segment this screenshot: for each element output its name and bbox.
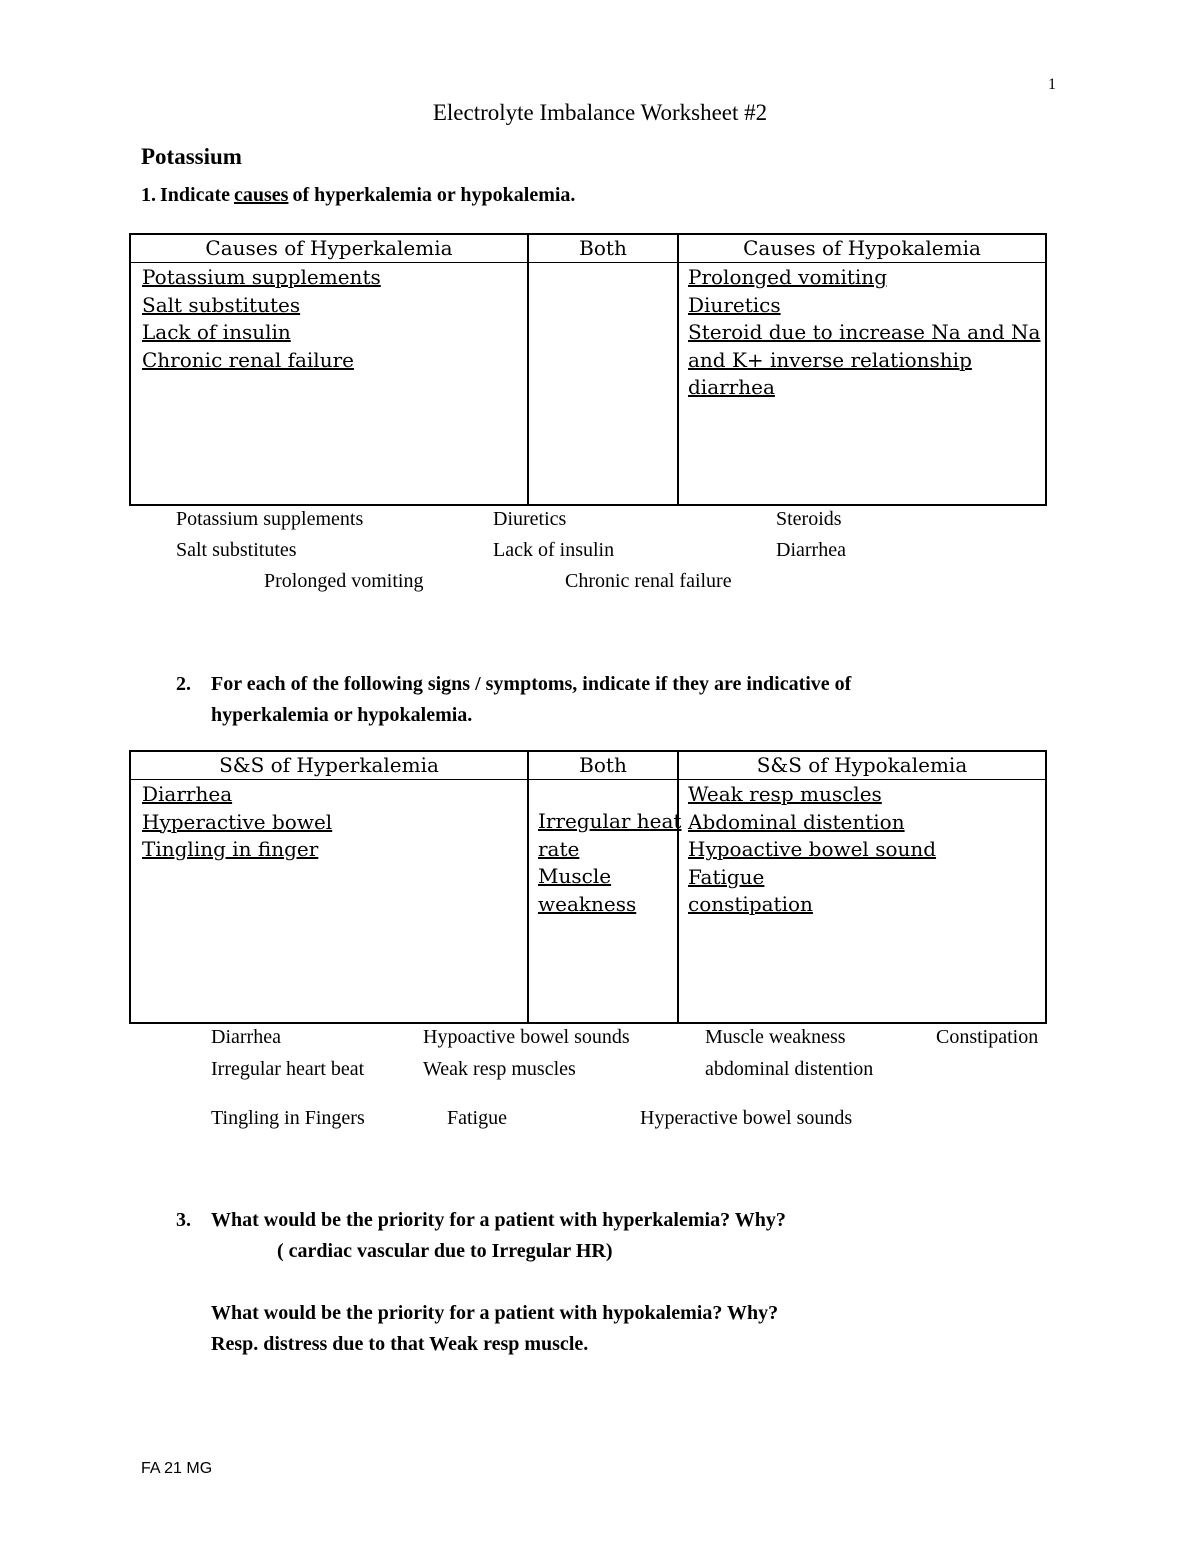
causes-hypo-cell <box>688 264 1040 402</box>
answer-item: weakness <box>538 891 637 916</box>
symptoms-table <box>129 750 1047 1024</box>
header-both: Both <box>579 753 627 777</box>
header-ss-hyper: S&S of Hyperkalemia <box>219 753 439 777</box>
answer-3-hyper: ( cardiac vascular due to Irregular HR) <box>277 1240 613 1262</box>
question-1-text-underlined: causes <box>234 184 289 206</box>
causes-hyper-cell <box>142 264 381 374</box>
word-bank-item: Fatigue <box>447 1107 507 1129</box>
question-3-hyper: What would be the priority for a patient with hyperkalemia? Why? <box>211 1209 786 1231</box>
ss-both-cell <box>538 808 681 918</box>
question-2-number: 2. <box>176 673 191 695</box>
column-divider <box>527 235 529 504</box>
word-bank-item: Diarrhea <box>211 1026 281 1048</box>
answer-item: Prolonged vomiting <box>688 265 887 289</box>
word-bank-item: Hyperactive bowel sounds <box>640 1107 853 1129</box>
word-bank-item: Steroids <box>776 508 842 530</box>
answer-item: Diarrhea <box>142 782 233 806</box>
answer-item: diarrhea <box>688 375 775 399</box>
header-causes-hyper: Causes of Hyperkalemia <box>205 236 453 260</box>
answer-item: rate <box>538 836 580 861</box>
page-footer: FA 21 MG <box>141 1460 213 1477</box>
word-bank-item: Hypoactive bowel sounds <box>423 1026 630 1048</box>
answer-item: Diuretics <box>688 292 781 317</box>
answer-item: Hyperactive bowel <box>142 809 333 834</box>
answer-item: Potassium supplements <box>142 265 381 289</box>
answer-item: Tingling in finger <box>142 837 319 861</box>
answer-item: Hypoactive bowel sound <box>688 837 937 861</box>
word-bank-item: Salt substitutes <box>176 539 297 561</box>
ss-hyper-cell <box>142 781 332 864</box>
word-bank-item: Diuretics <box>493 508 567 530</box>
word-bank-item: Tingling in Fingers <box>211 1107 365 1129</box>
question-1 <box>141 184 575 207</box>
word-bank-item: Chronic renal failure <box>565 570 732 592</box>
word-bank-item: Irregular heart beat <box>211 1058 365 1080</box>
section-heading: Potassium <box>141 144 242 169</box>
word-bank-item: Diarrhea <box>776 539 846 561</box>
question-3-hypo: What would be the priority for a patient with hypokalemia? Why? <box>211 1302 779 1324</box>
header-ss-hypo: S&S of Hypokalemia <box>756 753 968 777</box>
answer-item: Chronic renal failure <box>142 347 354 372</box>
answer-item: Weak resp muscles <box>688 782 882 806</box>
header-both: Both <box>579 236 627 260</box>
ss-hypo-cell <box>688 781 936 919</box>
word-bank-item: Muscle weakness <box>705 1026 846 1048</box>
answer-item: Fatigue <box>688 864 765 889</box>
word-bank-item: Potassium supplements <box>176 508 364 530</box>
question-1-number: 1. <box>141 184 156 206</box>
answer-item: constipation <box>688 892 813 916</box>
question-1-text-pre: Indicate <box>160 184 230 206</box>
answer-item: Salt substitutes <box>142 292 301 317</box>
header-causes-hypo: Causes of Hypokalemia <box>743 236 981 260</box>
column-divider <box>527 752 529 1022</box>
answer-item: Abdominal distention <box>688 809 905 834</box>
answer-item: Irregular heat <box>538 809 682 833</box>
page-title: Electrolyte Imbalance Worksheet #2 <box>432 100 768 125</box>
word-bank-item: abdominal distention <box>705 1058 874 1080</box>
answer-item: Steroid due to increase Na and Na <box>688 320 1041 344</box>
question-2-line-1: For each of the following signs / symptoms, indicate if they are indicative of <box>211 673 852 695</box>
answer-item: and K+ inverse relationship <box>688 347 972 372</box>
causes-table <box>129 233 1047 506</box>
question-2-line-2: hyperkalemia or hypokalemia. <box>211 704 473 726</box>
answer-item: Muscle <box>538 864 612 888</box>
word-bank-item: Weak resp muscles <box>423 1058 576 1080</box>
question-1-text-post: of hyperkalemia or hypokalemia. <box>292 184 576 206</box>
question-3-number: 3. <box>176 1209 191 1231</box>
column-divider <box>677 235 679 504</box>
answer-item: Lack of insulin <box>142 320 291 344</box>
answer-3-hypo: Resp. distress due to that Weak resp muscle. <box>211 1333 589 1355</box>
word-bank-item: Lack of insulin <box>493 539 615 561</box>
page-number: 1 <box>1048 76 1056 93</box>
word-bank-item: Constipation <box>936 1026 1039 1048</box>
word-bank-item: Prolonged vomiting <box>264 570 424 592</box>
